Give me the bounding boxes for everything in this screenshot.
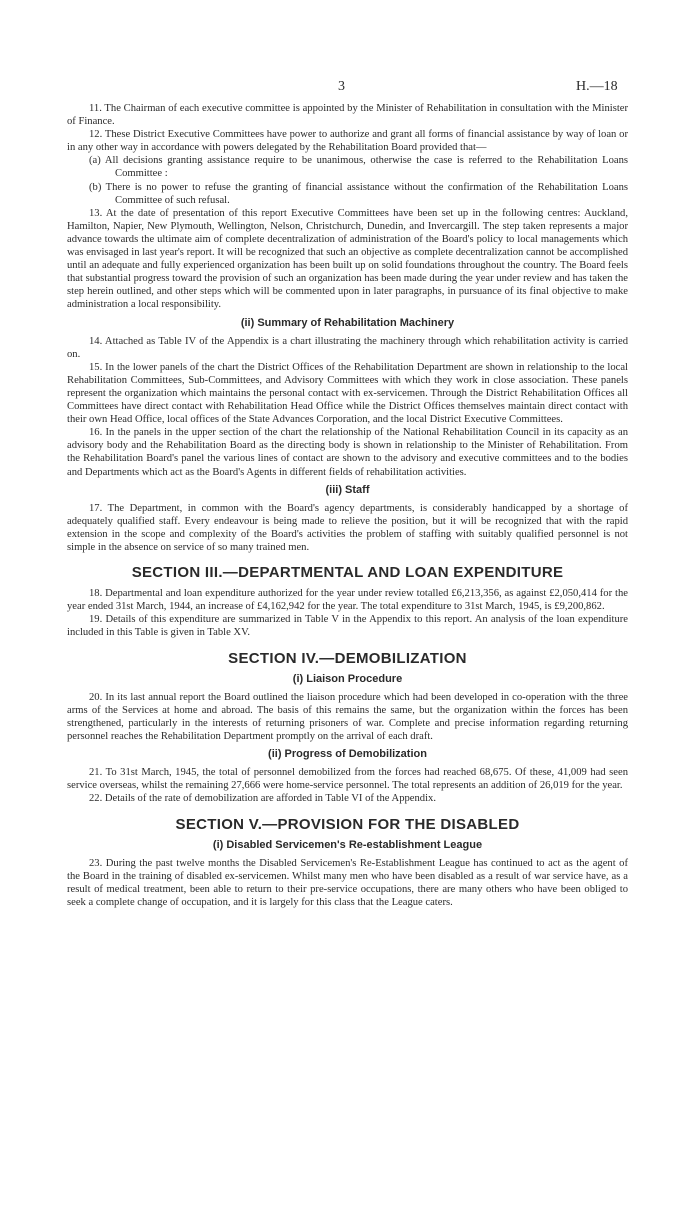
paragraph-20: 20. In its last annual report the Board outlined the liaison procedure which had been developed in co-operation with the three arms of the Services at home and abroad. The basis of this remains the same, but the organization within the forces has been strengthened, particularly in the interests of returning prisoners of war. Complete and precise information regarding returning personnel reaches the Rehabilitation Department promptly on the arrival of each draft.	[67, 691, 628, 743]
subheading-staff: (iii) Staff	[325, 483, 370, 496]
sub-label-b: (b)	[89, 181, 102, 193]
subheading-summary: (ii) Summary of Rehabilitation Machinery	[240, 316, 455, 329]
document-reference: H.—18	[576, 79, 618, 94]
section-heading-4: SECTION IV.—DEMOBILIZATION	[228, 649, 467, 667]
paragraph-12a	[67, 154, 628, 180]
paragraph-16: 16. In the panels in the upper section of the chart the relationship of the National Rehabilitation Council in its capacity as an advisory body and the Rehabilitation Board as the directing body is shown in relationship to the Minister of Rehabilitation. From the Rehabilitation Board's panel the various lines of contact are shown to the advisory and executive committees and to the bodies and Departments which act as the Board's Agents in different fields of rehabilitation activities.	[67, 427, 628, 478]
section-heading-3: SECTION III.—DEPARTMENTAL AND LOAN EXPENDITURE	[131, 564, 564, 582]
paragraph-12: 12. These District Executive Committees have power to authorize and grant all forms of financial assistance by way of loan or in any other way in accordance with powers delegated by the Rehabilitation Board provided that—	[67, 129, 628, 154]
subheading-liaison: (i) Liaison Procedure	[292, 672, 403, 685]
subheading-disabled: (i) Disabled Servicemen's Re-establishment League	[212, 838, 483, 851]
document-body	[67, 102, 628, 909]
section-heading-5: SECTION V.—PROVISION FOR THE DISABLED	[175, 815, 520, 833]
paragraph-21: 21. To 31st March, 1945, the total of personnel demobilized from the forces had reached 68,675. Of these, 41,009 had seen service overseas, whilst the remaining 27,666 were home-service personnel. The total represents an addition of 26,019 for the year.	[67, 767, 628, 792]
paragraph-18: 18. Departmental and loan expenditure authorized for the year under review totalled £6,213,356, as against £2,050,414 for the year ended 31st March, 1944, an increase of £4,162,942 for the year. The total expenditure to 31st March, 1945, is £9,200,862.	[67, 588, 628, 613]
subheading-progress: (ii) Progress of Demobilization	[268, 748, 427, 761]
paragraph-11: 11. The Chairman of each executive committee is appointed by the Minister of Rehabilitation in consultation with the Minister of Finance.	[67, 103, 628, 128]
paragraph-17: 17. The Department, in common with the Board's agency departments, is considerably handicapped by a shortage of adequately qualified staff. Every endeavour is being made to relieve the position, but it will be recognized that with the rapid extension in the scope and complexity of the Board's activities the problem of staffing with suitably qualified personnel is not simple in the absence on service of so many trained men.	[67, 502, 628, 553]
paragraph-14: 14. Attached as Table IV of the Appendix is a chart illustrating the machinery through which rehabilitation activity is carried on.	[67, 335, 628, 360]
paragraph-19: 19. Details of this expenditure are summarized in Table V in the Appendix to this report. An analysis of the loan expenditure included in this Table is given in Table XV.	[67, 614, 628, 639]
sub-label-a: (a)	[89, 155, 101, 167]
paragraph-23: 23. During the past twelve months the Disabled Servicemen's Re-Establishment League has continued to act as the agent of the Board in the training of disabled ex-servicemen. Whilst many men who have been disabled as a result of war service have, as a result of medical treatment, been able to return to their pre-service occupations, there are many others who have been obliged to seek a complete change of occupation, and it is largely for this class that the League caters.	[67, 857, 628, 908]
sub-text-a: All decisions granting assistance require to be unanimous, otherwise the case is referred to the Rehabilitation Loans Committee :	[104, 155, 628, 180]
paragraph-15: 15. In the lower panels of the chart the District Offices of the Rehabilitation Department are shown in relationship to the local Rehabilitation Committees, Sub-Committees, and Advisory Committees with which they work in close association. These panels represent the organization which maintains the personal contact with ex-servicemen. Through the District Rehabilitation Offices all Committees have direct contact with Rehabilitation Head Office while the District Offices themselves maintain direct contact with their own Head Office, local offices of the State Advances Corporation, and the local District Executive Committees.	[67, 361, 628, 426]
sub-text-b: There is no power to refuse the granting of financial assistance without the confirmation of the Rehabilitation Loans Committee of such refusal.	[105, 181, 629, 206]
paragraph-22: 22. Details of the rate of demobilization are afforded in Table VI of the Appendix.	[89, 793, 436, 805]
page-number: 3	[338, 79, 345, 94]
paragraph-13: 13. At the date of presentation of this report Executive Committees have been set up in the following centres: Auckland, Hamilton, Napier, New Plymouth, Wellington, Nelson, Christchurch, Dunedin, and Invercargill. The step taken represents a major advance towards the ultimate aim of complete decentralization of administration of the Board's policy to local managements which was envisaged in last year's report. It will be recognized that such an objective as complete decentralization cannot be accomplished until an adequate and fully experienced organization has been built up on solid foundations throughout the country. The Board feels that substantial progress toward the provision of such an organization has been made during the year under review and has taken the step herein outlined, and other steps which will be commented upon in later paragraphs, in pursuance of its final objective to make administration a local responsibility.	[67, 207, 628, 311]
paragraph-12b	[67, 181, 628, 207]
